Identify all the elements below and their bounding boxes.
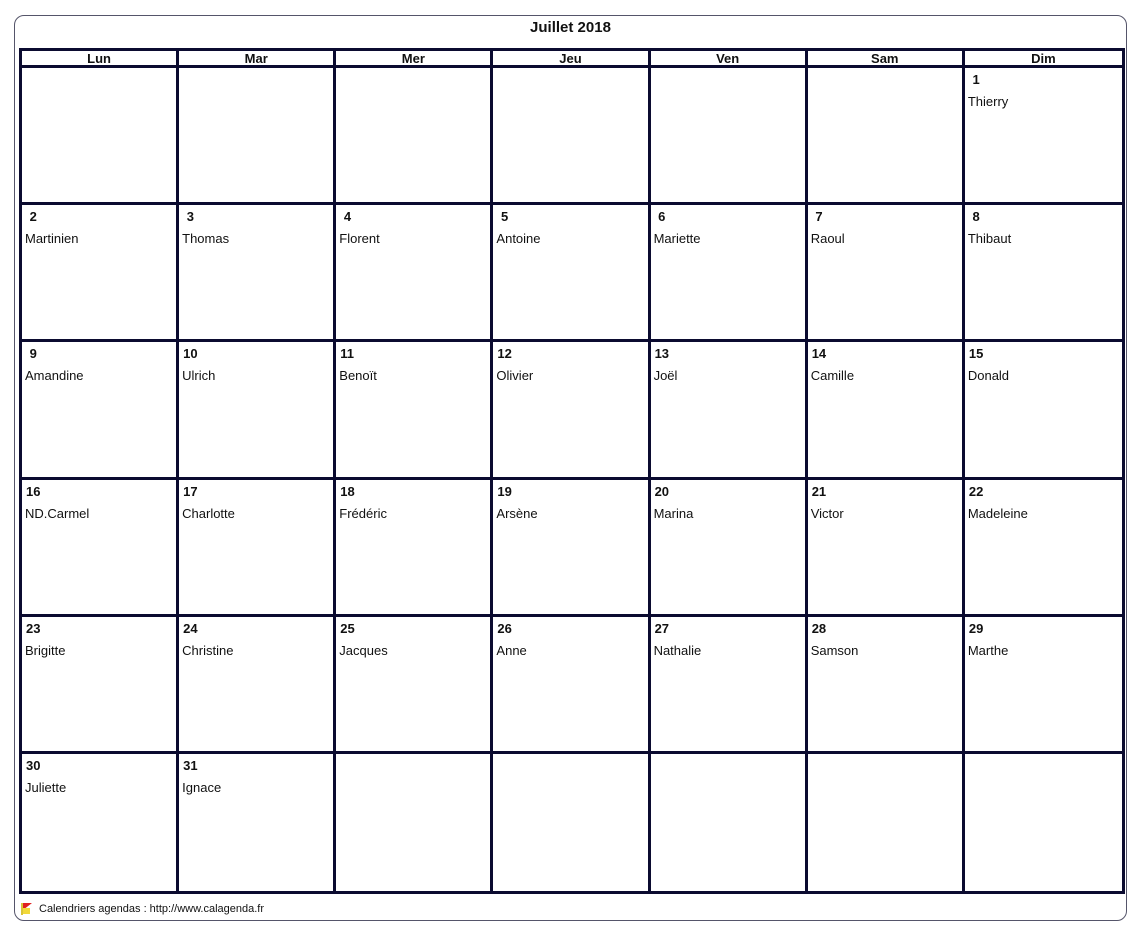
day-cell[interactable] xyxy=(493,617,650,754)
day-cell[interactable] xyxy=(965,68,1122,205)
day-cell[interactable] xyxy=(965,205,1122,342)
day-cell[interactable] xyxy=(651,342,808,479)
saint-name: Victor xyxy=(810,505,844,521)
flag-icon xyxy=(21,903,33,915)
saint-name: Charlotte xyxy=(182,505,235,521)
empty-day-cell[interactable] xyxy=(336,754,493,891)
saint-name: Marthe xyxy=(967,642,1009,658)
saint-name: Ignace xyxy=(182,779,222,795)
day-cell[interactable] xyxy=(808,617,965,754)
saint-name: Joël xyxy=(653,368,678,384)
empty-day-cell[interactable] xyxy=(493,754,650,891)
day-cell[interactable] xyxy=(22,205,179,342)
day-number: 25 xyxy=(340,620,355,636)
day-number: 2 xyxy=(26,209,37,225)
day-cell[interactable] xyxy=(179,754,336,891)
saint-name: Camille xyxy=(810,368,855,384)
day-number: 19 xyxy=(497,483,512,499)
day-cell[interactable] xyxy=(22,754,179,891)
weekday-header: Mar xyxy=(179,51,336,68)
empty-day-cell[interactable] xyxy=(179,68,336,205)
saint-name: Juliette xyxy=(25,779,67,795)
day-number: 27 xyxy=(654,620,670,636)
day-number: 12 xyxy=(497,346,512,362)
weekday-header: Dim xyxy=(965,51,1122,68)
saint-name: Martinien xyxy=(25,231,79,247)
day-cell[interactable] xyxy=(179,480,336,617)
day-cell[interactable] xyxy=(808,480,965,617)
footer xyxy=(21,903,264,915)
saint-name: Anne xyxy=(496,642,527,658)
saint-name: Raoul xyxy=(810,231,845,247)
saint-name: Thomas xyxy=(182,231,230,247)
empty-day-cell[interactable] xyxy=(22,68,179,205)
day-cell[interactable] xyxy=(651,480,808,617)
day-cell[interactable] xyxy=(336,480,493,617)
saint-name: Christine xyxy=(182,642,234,658)
day-number: 5 xyxy=(497,209,509,225)
empty-day-cell[interactable] xyxy=(965,754,1122,891)
day-number: 30 xyxy=(26,757,41,773)
day-number: 10 xyxy=(183,346,198,362)
day-cell[interactable] xyxy=(336,342,493,479)
saint-name: Antoine xyxy=(496,231,541,247)
day-cell[interactable] xyxy=(493,480,650,617)
weekday-header: Sam xyxy=(808,51,965,68)
saint-name: Nathalie xyxy=(653,642,702,658)
day-number: 18 xyxy=(340,483,355,499)
day-cell[interactable] xyxy=(651,617,808,754)
day-number: 4 xyxy=(340,209,352,225)
empty-day-cell[interactable] xyxy=(493,68,650,205)
saint-name: Madeleine xyxy=(967,505,1028,521)
saint-name: Amandine xyxy=(25,368,84,384)
day-number: 20 xyxy=(654,483,670,499)
weekday-header: Lun xyxy=(22,51,179,68)
day-number: 16 xyxy=(26,483,41,499)
day-cell[interactable] xyxy=(808,205,965,342)
day-number: 29 xyxy=(968,620,984,636)
day-number: 7 xyxy=(811,209,823,225)
saint-name: Donald xyxy=(967,368,1010,384)
day-cell[interactable] xyxy=(22,480,179,617)
day-cell[interactable] xyxy=(493,205,650,342)
empty-day-cell[interactable] xyxy=(651,68,808,205)
saint-name: Benoït xyxy=(339,368,377,384)
saint-name: Frédéric xyxy=(339,505,387,521)
day-cell[interactable] xyxy=(22,342,179,479)
saint-name: Brigitte xyxy=(25,642,66,658)
saint-name: Thierry xyxy=(967,94,1009,109)
day-number: 26 xyxy=(497,620,512,636)
calendar-grid xyxy=(19,48,1125,894)
day-number: 8 xyxy=(968,209,980,225)
empty-day-cell[interactable] xyxy=(651,754,808,891)
day-number: 6 xyxy=(654,209,666,225)
empty-day-cell[interactable] xyxy=(336,68,493,205)
empty-day-cell[interactable] xyxy=(808,754,965,891)
saint-name: Jacques xyxy=(339,642,388,658)
day-number: 1 xyxy=(968,72,980,87)
day-cell[interactable] xyxy=(179,205,336,342)
day-cell[interactable] xyxy=(336,617,493,754)
saint-name: Olivier xyxy=(496,368,534,384)
day-number: 31 xyxy=(183,757,198,773)
saint-name: Ulrich xyxy=(182,368,216,384)
saint-name: ND.Carmel xyxy=(25,505,90,521)
day-cell[interactable] xyxy=(22,617,179,754)
day-cell[interactable] xyxy=(179,617,336,754)
day-number: 14 xyxy=(811,346,827,362)
day-cell[interactable] xyxy=(179,342,336,479)
weekday-header: Jeu xyxy=(493,51,650,68)
day-number: 11 xyxy=(340,346,355,362)
day-number: 23 xyxy=(26,620,41,636)
day-cell[interactable] xyxy=(493,342,650,479)
day-cell[interactable] xyxy=(965,342,1122,479)
saint-name: Marina xyxy=(653,505,694,521)
day-number: 15 xyxy=(968,346,984,362)
day-number: 24 xyxy=(183,620,198,636)
day-number: 9 xyxy=(26,346,37,362)
saint-name: Arsène xyxy=(496,505,538,521)
day-number: 17 xyxy=(183,483,198,499)
day-cell[interactable] xyxy=(808,342,965,479)
day-number: 22 xyxy=(968,483,984,499)
saint-name: Florent xyxy=(339,231,380,247)
footer-text[interactable]: Calendriers agendas : http://www.calagenda.fr xyxy=(39,903,265,915)
day-number: 28 xyxy=(811,620,827,636)
day-cell[interactable] xyxy=(336,205,493,342)
calendar-title: Juillet 2018 xyxy=(530,19,611,36)
weekday-header: Ven xyxy=(651,51,808,68)
day-cell[interactable] xyxy=(965,480,1122,617)
day-number: 13 xyxy=(654,346,670,362)
saint-name: Thibaut xyxy=(967,231,1012,247)
empty-day-cell[interactable] xyxy=(808,68,965,205)
saint-name: Samson xyxy=(810,642,859,658)
day-cell[interactable] xyxy=(651,205,808,342)
saint-name: Mariette xyxy=(653,231,701,247)
day-number: 21 xyxy=(811,483,827,499)
day-cell[interactable] xyxy=(965,617,1122,754)
weekday-header: Mer xyxy=(336,51,493,68)
day-number: 3 xyxy=(183,209,194,225)
